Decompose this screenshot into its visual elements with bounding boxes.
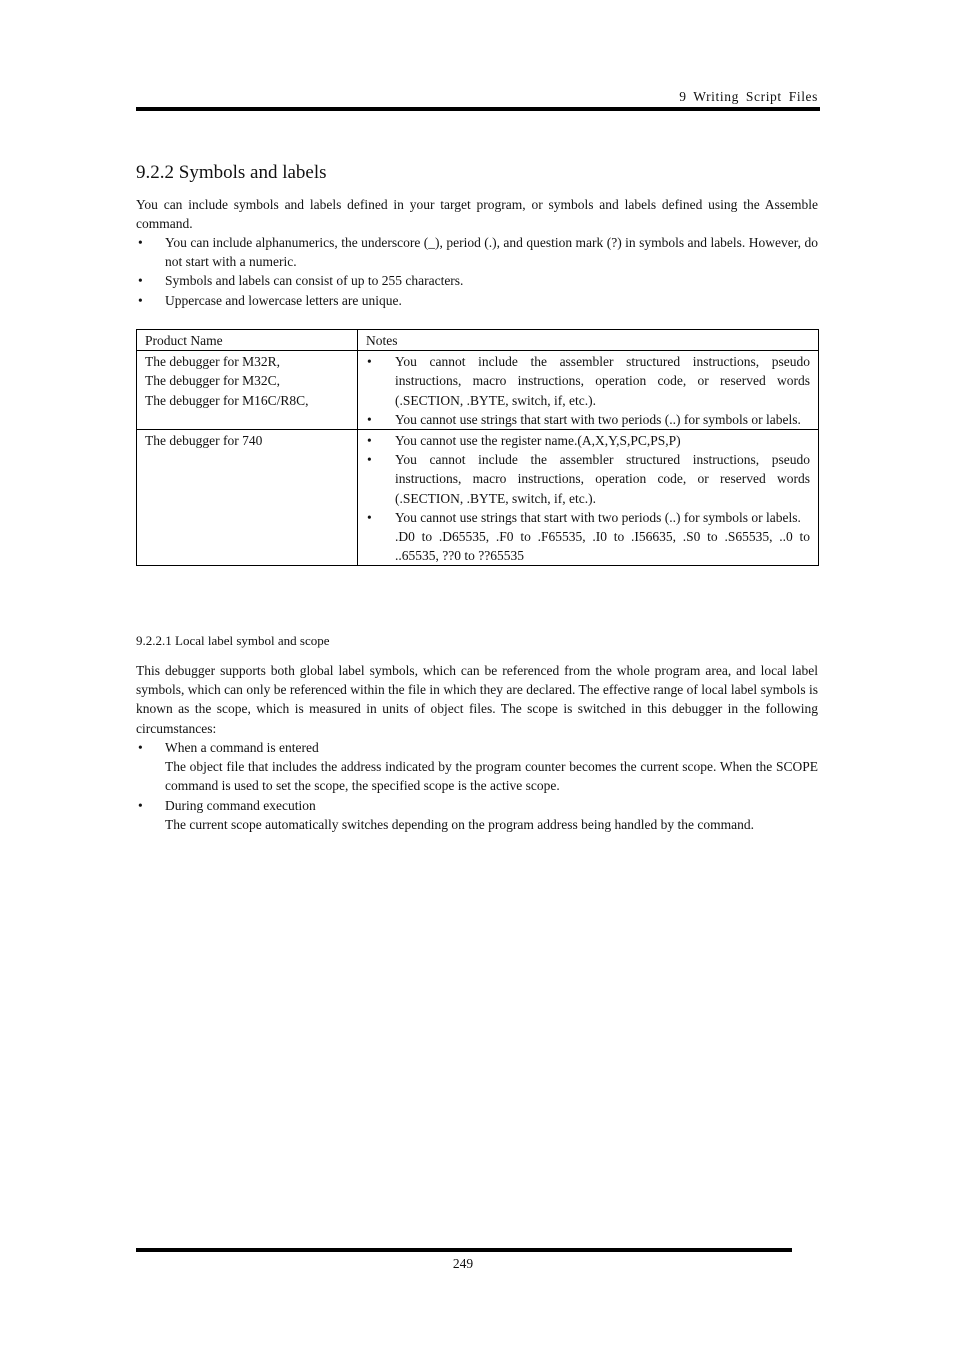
list-item: • Uppercase and lowercase letters are unique. (136, 291, 818, 310)
list-item (136, 738, 818, 796)
list-item-label: During command execution (165, 797, 316, 813)
section-intro: You can include symbols and labels defined in your target program, or symbols and labels defined using the Assemble command. (136, 197, 818, 232)
note-item: • You cannot include the assembler structured instructions, pseudo instructions, macro instructions, operation code, or reserved words (.SECTION, .BYTE, switch, if, etc.). (366, 450, 810, 508)
header-rule (136, 107, 820, 111)
table-row (137, 351, 819, 430)
list-item-label: When a command is entered (165, 740, 319, 755)
section-bullet-list (136, 233, 818, 310)
note-continuation: .D0 to .D65535, .F0 to .F65535, .I0 to .I56635, .S0 to .S65535, ..0 to ..65535, ??0 to ??65535 (395, 529, 810, 564)
notes-list (366, 431, 810, 527)
column-header-notes: Notes (358, 330, 819, 351)
table-header-row (137, 330, 819, 351)
section-title: 9.2.2 Symbols and labels (136, 162, 327, 183)
product-notes-table (136, 329, 819, 566)
product-name-line: The debugger for 740 (145, 433, 263, 449)
product-name-line: The debugger for M16C/R8C, (145, 392, 309, 408)
running-header: 9 Writing Script Files (679, 89, 818, 104)
note-item: • You cannot use the register name.(A,X,Y,S,PC,PS,P) (366, 431, 810, 450)
note-item: • You cannot use strings that start with two periods (..) for symbols or labels. (366, 410, 810, 429)
footer-rule (136, 1248, 792, 1252)
list-item (136, 796, 818, 834)
note-item: • You cannot include the assembler structured instructions, pseudo instructions, macro instructions, operation code, or reserved words (.SECTION, .BYTE, switch, if, etc.). (366, 352, 810, 410)
product-name-cell (137, 351, 358, 430)
product-name-cell (137, 430, 358, 566)
page-number: 249 (452, 1256, 474, 1271)
table-row (137, 430, 819, 566)
product-name-line: The debugger for M32R, (145, 354, 280, 370)
list-item-detail: The current scope automatically switches depending on the program address being handled by the command. (165, 816, 754, 832)
list-item: • Symbols and labels can consist of up to 255 characters. (136, 271, 818, 290)
note-item: • You cannot use strings that start with two periods (..) for symbols or labels. (366, 508, 810, 527)
list-item: • You can include alphanumerics, the underscore (_), period (.), and question mark (?) in symbols and labels. However, do not start with a numeric. (136, 233, 818, 271)
subsection-title: 9.2.2.1 Local label symbol and scope (136, 633, 330, 648)
list-item-detail: The object file that includes the address indicated by the program counter becomes the current scope. When the SCOPE command is used to set the scope, the specified scope is the active scope. (165, 759, 818, 794)
notes-list (366, 352, 810, 429)
scope-circumstance-list (136, 738, 818, 834)
product-name-line: The debugger for M32C, (145, 373, 280, 389)
column-header-product: Product Name (137, 330, 358, 351)
notes-cell (358, 351, 819, 430)
subsection-body: This debugger supports both global label symbols, which can be referenced from the whole program area, and local label symbols, which can only be referenced within the file in which they are declared. The effective range of local label symbols is known as the scope, which is measured in units of object files. The scope is switched in this debugger in the following circumstances: (136, 663, 818, 736)
notes-cell (358, 430, 819, 566)
